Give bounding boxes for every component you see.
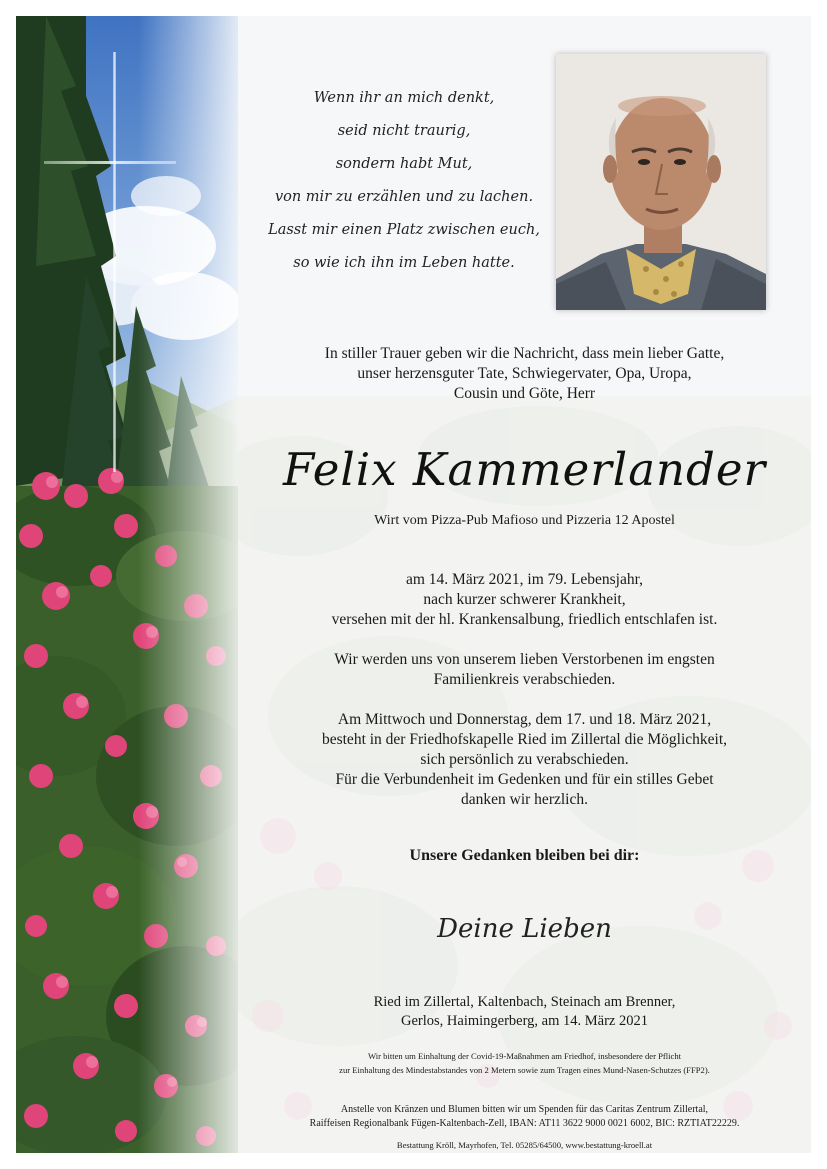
text-line: versehen mit der hl. Krankensalbung, friedlich entschlafen ist. bbox=[331, 611, 718, 628]
poem-line: sondern habt Mut, bbox=[335, 156, 473, 172]
text-line: Am Mittwoch und Donnerstag, dem 17. und 18. März 2021, bbox=[337, 711, 712, 728]
text-line: danken wir herzlich. bbox=[461, 791, 588, 808]
poem-line: Wenn ihr an mich denkt, bbox=[313, 90, 495, 106]
deceased-name: Felix Kammerlander bbox=[283, 443, 766, 496]
text-line: Raiffeisen Regionalbank Fügen-Kaltenbach-Zell, IBAN: AT11 3622 9000 0021 6002, BIC: RZTIAT22229. bbox=[309, 1118, 740, 1129]
text-line: am 14. März 2021, im 79. Lebensjahr, bbox=[406, 571, 643, 588]
portrait-photo bbox=[556, 54, 766, 310]
poem-line: seid nicht traurig, bbox=[337, 123, 471, 139]
intro-line: In stiller Trauer geben wir die Nachricht, dass mein lieber Gatte, bbox=[324, 345, 725, 362]
text-line: Wir werden uns von unserem lieben Verstorbenen im engsten bbox=[334, 651, 715, 668]
poem-line: Lasst mir einen Platz zwischen euch, bbox=[268, 222, 540, 238]
text-line: zur Einhaltung des Mindestabstandes von 2 Metern sowie zum Tragen eines Mund-Nasen-Schutzes (FFP2). bbox=[339, 1065, 710, 1075]
text-line: sich persönlich zu verabschieden. bbox=[420, 751, 629, 768]
obituary-content bbox=[238, 16, 811, 1153]
memorial-poem bbox=[254, 82, 554, 280]
donation-notice bbox=[238, 1103, 811, 1131]
text-line: Für die Verbundenheit im Gedenken und für ein stilles Gebet bbox=[335, 771, 714, 788]
text-line: besteht in der Friedhofskapelle Ried im Zillertal die Möglichkeit, bbox=[321, 731, 728, 748]
text-line: Familienkreis verabschieden. bbox=[433, 671, 616, 688]
deceased-occupation: Wirt vom Pizza-Pub Mafioso und Pizzeria 12 Apostel bbox=[374, 513, 675, 528]
undertaker-info: Bestattung Kröll, Mayrhofen, Tel. 05285/64500, www.bestattung-kroell.at bbox=[396, 1140, 653, 1150]
text-line: Gerlos, Haimingerberg, am 14. März 2021 bbox=[401, 1013, 648, 1029]
intro-line: unser herzensguter Tate, Schwiegervater, Opa, Uropa, bbox=[357, 365, 692, 382]
text-line: Wir bitten um Einhaltung der Covid-19-Maßnahmen am Friedhof, insbesondere der Pflicht bbox=[367, 1051, 682, 1061]
death-details bbox=[238, 570, 811, 630]
announcement-intro bbox=[238, 344, 811, 404]
text-line: Anstelle von Kränzen und Blumen bitten wir um Spenden für das Caritas Zentrum Zillertal, bbox=[340, 1104, 709, 1115]
landscape-image bbox=[16, 16, 238, 1153]
poem-line: von mir zu erzählen und zu lachen. bbox=[274, 189, 534, 205]
farewell-note bbox=[238, 650, 811, 690]
thoughts-heading: Unsere Gedanken bleiben bei dir: bbox=[409, 847, 640, 864]
text-line: nach kurzer schwerer Krankheit, bbox=[423, 591, 626, 608]
family-signature: Deine Lieben bbox=[437, 914, 612, 944]
place-and-date bbox=[238, 993, 811, 1031]
text-line: Ried im Zillertal, Kaltenbach, Steinach am Brenner, bbox=[373, 994, 676, 1010]
poem-line: so wie ich ihn im Leben hatte. bbox=[293, 255, 515, 271]
obituary-page bbox=[16, 16, 811, 1153]
viewing-details bbox=[238, 710, 811, 810]
covid-notice bbox=[238, 1049, 811, 1077]
intro-line: Cousin und Göte, Herr bbox=[453, 385, 596, 402]
